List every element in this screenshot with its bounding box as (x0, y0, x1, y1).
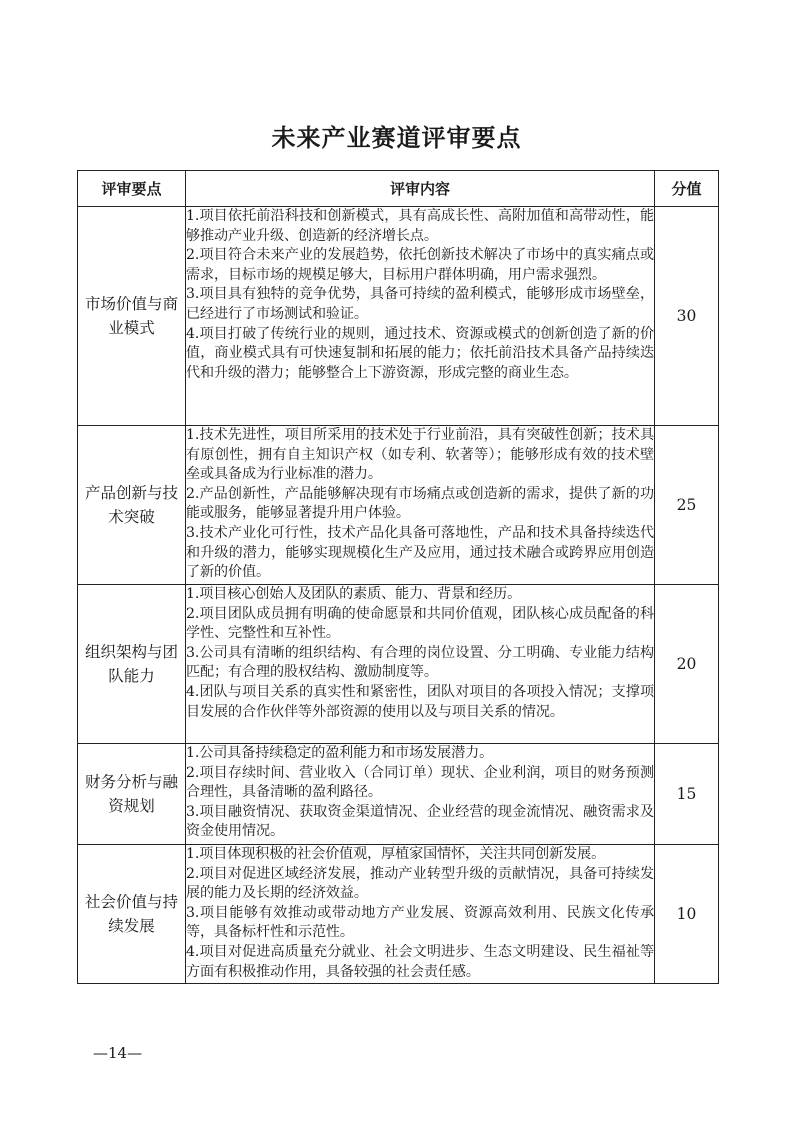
content-item: 2.项目符合未来产业的发展趋势，依托创新技术解决了市场中的真实痛点或需求，目标市场的规模足够大，目标用户群体明确，用户需求强烈。 (186, 247, 654, 283)
review-point: 社会价值与持续发展 (78, 845, 186, 984)
header-point: 评审要点 (78, 171, 186, 207)
content-item: 4.项目对促进高质量充分就业、社会文明进步、生态文明建设、民生福祉等方面有积极推动作用，具备较强的社会责任感。 (186, 943, 654, 980)
review-content (186, 426, 655, 585)
table-row (78, 845, 719, 984)
review-content (186, 207, 655, 426)
content-item: 1.项目体现积极的社会价值观，厚植家国情怀，关注共同创新发展。 (186, 846, 606, 862)
review-criteria-table (77, 170, 719, 984)
review-score: 10 (655, 845, 719, 984)
content-item: 2.产品创新性，产品能够解决现有市场痛点或创造新的需求，提供了新的功能或服务，能够显著提升用户体验。 (186, 485, 654, 522)
review-score: 15 (655, 744, 719, 845)
content-item: 2.项目对促进区域经济发展，推动产业转型升级的贡献情况，具备可持续发展的能力及长期的经济效益。 (186, 865, 654, 902)
content-item: 3.技术产业化可行性，技术产品化具备可落地性，产品和技术具备持续迭代和升级的潜力，能够实现规模化生产及应用，通过技术融合或跨界应用创造了新的价值。 (186, 524, 654, 581)
content-item: 3.项目融资情况、获取资金渠道情况、企业经营的现金流情况、融资需求及资金使用情况。 (186, 803, 654, 840)
review-point: 财务分析与融资规划 (78, 744, 186, 845)
review-content (186, 585, 655, 744)
content-item: 1.项目依托前沿科技和创新模式，具有高成长性、高附加值和高带动性，能够推动产业升级、创造新的经济增长点。 (186, 208, 654, 244)
content-item: 1.技术先进性，项目所采用的技术处于行业前沿，具有突破性创新；技术具有原创性，拥有自主知识产权（如专利、软著等）；能够形成有效的技术壁垒或具备成为行业标准的潜力。 (186, 427, 654, 483)
review-point: 产品创新与技术突破 (78, 426, 186, 585)
review-content (186, 744, 655, 845)
content-item: 3.项目具有独特的竞争优势，具备可持续的盈利模式，能够形成市场壁垒，已经进行了市场测试和验证。 (186, 286, 654, 322)
review-point: 市场价值与商业模式 (78, 207, 186, 426)
review-score: 20 (655, 585, 719, 744)
page-number: —14— (93, 1044, 143, 1062)
content-item: 2.项目存续时间、营业收入（合同订单）现状、企业利润，项目的财务预测合理性，具备清晰的盈利路径。 (186, 764, 654, 801)
header-content: 评审内容 (186, 171, 655, 207)
review-score: 30 (655, 207, 719, 426)
table-header-row (78, 171, 719, 207)
content-item: 2.项目团队成员拥有明确的使命愿景和共同价值观，团队核心成员配备的科学性、完整性和互补性。 (186, 605, 654, 642)
review-score: 25 (655, 426, 719, 585)
table-row (78, 585, 719, 744)
review-content (186, 845, 655, 984)
content-item: 1.项目核心创始人及团队的素质、能力、背景和经历。 (186, 586, 522, 602)
table-row (78, 207, 719, 426)
content-item: 4.项目打破了传统行业的规则，通过技术、资源或模式的创新创造了新的价值，商业模式具有可快速复制和拓展的能力；依托前沿技术具备产品持续迭代和升级的潜力；能够整合上下游资源，形成完整的商业生态。 (186, 325, 654, 381)
header-score: 分值 (655, 171, 719, 207)
content-item: 4.团队与项目关系的真实性和紧密性，团队对项目的各项投入情况；支撑项目发展的合作伙伴等外部资源的使用以及与项目关系的情况。 (186, 683, 654, 720)
document-title: 未来产业赛道评审要点 (271, 124, 522, 152)
content-item: 3.公司具有清晰的组织结构、有合理的岗位设置、分工明确、专业能力结构匹配；有合理的股权结构、激励制度等。 (186, 644, 654, 681)
table-row (78, 744, 719, 845)
content-item: 3.项目能够有效推动或带动地方产业发展、资源高效利用、民族文化传承等，具备标杆性和示范性。 (186, 904, 654, 941)
review-point: 组织架构与团队能力 (78, 585, 186, 744)
table-row (78, 426, 719, 585)
content-item: 1.公司具备持续稳定的盈利能力和市场发展潜力。 (186, 745, 494, 761)
